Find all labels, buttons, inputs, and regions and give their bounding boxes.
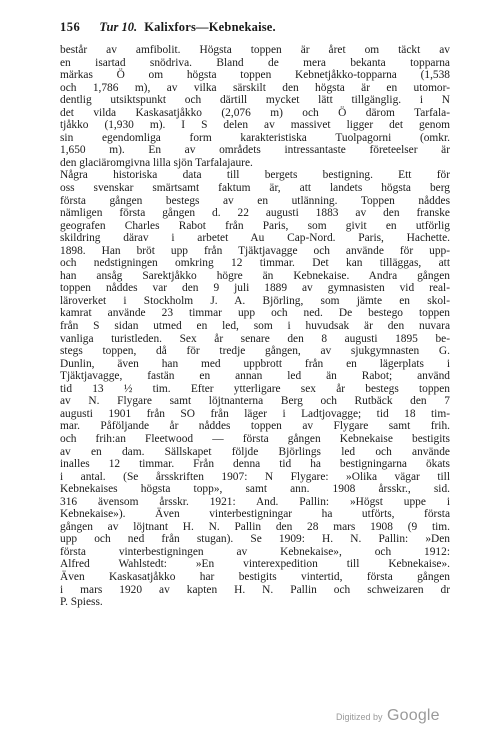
google-label: Google (386, 707, 440, 724)
text-line: den glaciäromgivna lilla sjön Tarfalajaure. (60, 156, 253, 169)
text-line: det vilda Kaskasatjåkko (2,076 m) och Ö därom Tarfala- (60, 106, 450, 119)
text-line: Även Kaskasatjåkko har bestigits vintertid, första gången (60, 570, 450, 583)
text-line: tjåkko (1,930 m). I S delen av massivet ligger det genom (60, 119, 450, 132)
text-line: P. Spiess. (60, 596, 103, 609)
text-line: skildring därav i arbetet Au Cap-Nord. Paris, Hachette. (60, 232, 450, 245)
text-line: i antal. (Se årsskriften 1907: N Flygare: »Olika vägar till (60, 470, 450, 483)
text-line: inalles 12 timmar. Från denna tid ha bestigningarna ökats (60, 458, 450, 471)
text-line: 316 ävensom årsskr. 1921: And. Pallin: »Högst uppe i (60, 495, 450, 508)
text-line: läroverket i Stockholm J. A. Björling, som jämte en skol- (60, 294, 450, 307)
text-line: första gången bestegs av en utlänning. Toppen nåddes (60, 194, 450, 207)
text-line: av N. Flygare samt löjtnanterna Berg och Rutbäck den 7 (60, 395, 450, 408)
text-line: första vinterbestigningen av Kebnekaise», och 1912: (60, 545, 450, 558)
text-line: och 1,786 m), av vilka särskilt den högsta är en utomor- (60, 81, 450, 94)
text-line: sin egendomliga form karakteristiska Tuolpagorni (omkr. (60, 131, 450, 144)
text-line: och frih:an Fleetwood — första gången Kebnekaise bestigits (60, 432, 450, 445)
text-line: dentlig utsiktspunkt och därtill mycket lätt tillgänglig. i N (60, 94, 450, 107)
text-line: 1898. Han bröt upp från Tjäktjavagge och använde för upp- (60, 244, 450, 257)
route-label: Tur 10. (99, 20, 138, 34)
text-line: geografen Charles Rabot från Paris, som givit en utförlig (60, 219, 450, 232)
text-line: kamrat använde 23 timmar upp och ned. De bestego toppen (60, 307, 450, 320)
text-line: oss svenskar smärtsamt faktum är, att landets högsta berg (60, 182, 450, 195)
page-number: 156 (60, 20, 81, 34)
text-line: vanliga turistleden. Sex år senare den 8 augusti 1895 be- (60, 332, 450, 345)
text-line: och nedstigningen omkring 12 timmar. Det kan tilläggas, att (60, 257, 450, 270)
digitized-by-label: Digitized by (336, 712, 383, 722)
text-line: 1,650 m). En av områdets intressantaste företeelser är (60, 144, 450, 157)
text-line: gången av löjtnant H. N. Pallin den 28 mars 1908 (9 tim. (60, 520, 450, 533)
text-line: augusti 1901 från SO från läger i Ladtjovagge; tid 18 tim- (60, 407, 450, 420)
text-line: stegs toppen, då för tredje gången, av sjukgymnasten G. (60, 345, 450, 358)
digitization-watermark (336, 707, 440, 725)
text-line: en isartad snödriva. Bland de mera bekanta topparna (60, 56, 450, 69)
text-line: han ansåg Sarektjåkko högre än Kebnekaise. Andra gången (60, 269, 450, 282)
text-line: märkas Ö om högsta toppen Kebnetjåkko-topparna (1,538 (60, 69, 450, 82)
text-line: Några historiska data till bergets bestigning. Ett för (60, 169, 450, 182)
body-text (60, 44, 450, 609)
text-line: toppen nåddes var den 9 juli 1889 av gymnasisten vid real- (60, 282, 450, 295)
text-line: upp och ned från stugan). Se 1909: H. N. Pallin: »Den (60, 533, 450, 546)
route-destination: Kalixfors—Kebnekaise. (144, 20, 276, 34)
text-line: i mars 1920 av kapten H. N. Pallin och schweizaren dr (60, 583, 450, 596)
text-line: tid 13 ½ tim. Efter ytterligare sex år bestegs toppen (60, 382, 450, 395)
text-line: består av amfibolit. Högsta toppen är året om täckt av (60, 44, 450, 56)
text-line: nämligen första gången d. 22 augusti 1883 av den franske (60, 207, 450, 220)
text-line: Tjäktjavagge, fastän en annan led än Rabot; använd (60, 370, 450, 383)
text-line: Alfred Wahlstedt: »En vinterexpedition till Kebnekaise». (60, 558, 450, 571)
text-line: Kebnekaises högsta topp», samt ann. 1908 årsskr., sid. (60, 483, 450, 496)
text-line: av en dam. Sällskapet följde Björlings led och använde (60, 445, 450, 458)
running-header (60, 20, 450, 35)
text-line: mar. Påföljande år nåddes toppen av Flygare samt frih. (60, 420, 450, 433)
text-line: Kebnekaise»). Även vinterbestigningar ha utförts, första (60, 508, 450, 521)
text-line: från S sidan utmed en led, som i huvudsak är den nuvara (60, 320, 450, 333)
text-line: Dunlin, även han med uppbrott från en lägerplats i (60, 357, 450, 370)
